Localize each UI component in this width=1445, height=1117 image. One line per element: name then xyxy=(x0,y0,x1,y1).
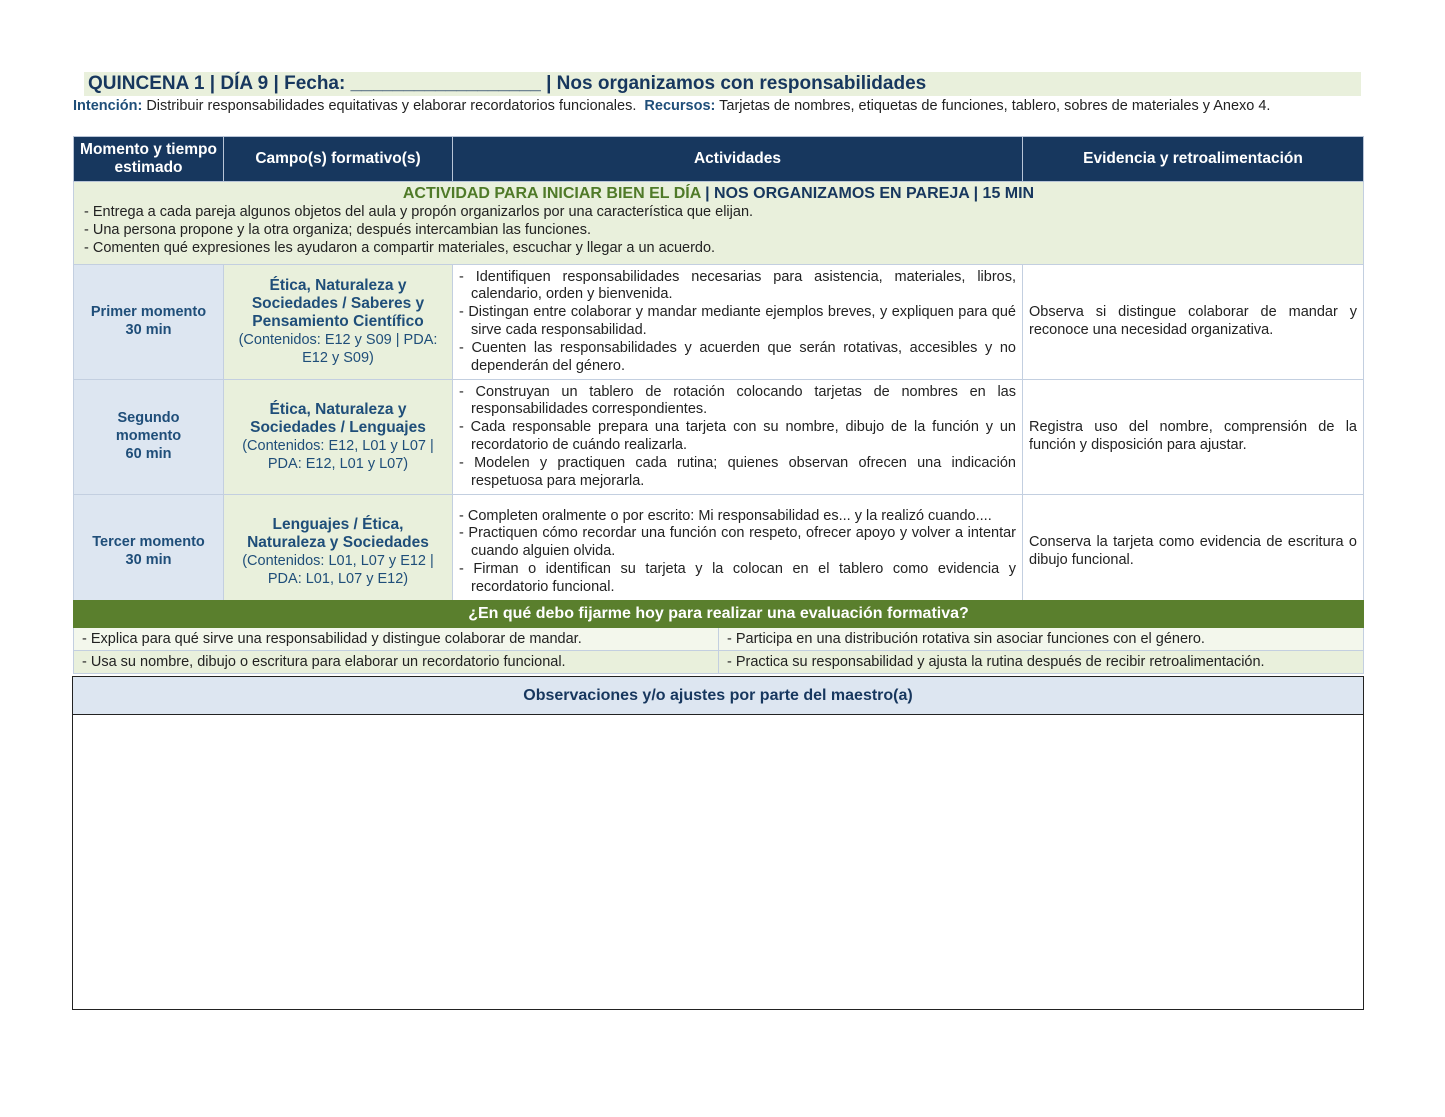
page-title: QUINCENA 1 | DÍA 9 | Fecha: __________________ | Nos organizamos con responsabilidades xyxy=(84,72,1361,96)
activity-item: - Cada responsable prepara una tarjeta con su nombre, dibujo de la función y un recordatorio de cuándo realizarla. xyxy=(459,419,1016,453)
activity-item: - Cuenten las responsabilidades y acuerden que serán rotativas, accesibles y no dependerán del género. xyxy=(459,339,1016,374)
activities-cell xyxy=(453,495,1023,610)
activity-item: - Practiquen cómo recordar una función con respeto, ofrecer apoyo y volver a intentar cuando alguien olvida. xyxy=(459,525,1016,560)
activity-item: - Identifiquen responsabilidades necesarias para asistencia, materiales, libros, calendario, orden y bienvenida. xyxy=(459,268,1016,303)
intencion-label: Intención: xyxy=(73,98,143,114)
formative-evaluation-table xyxy=(73,600,1364,674)
activity-item: - Distingan entre colaborar y mandar mediante ejemplos breves, y expliquen para qué sirve cada responsabilidad. xyxy=(459,304,1016,338)
observations-box[interactable] xyxy=(72,676,1364,1010)
start-title-navy: | NOS ORGANIZAMOS EN PAREJA | 15 MIN xyxy=(700,185,1035,202)
start-item: - Comenten qué expresiones les ayudaron a compartir materiales, escuchar y llegar a un acuerdo. xyxy=(84,239,716,256)
moment-cell xyxy=(74,495,224,610)
evaluation-item: - Practica su responsabilidad y ajusta la rutina después de recibir retroalimentación. xyxy=(719,651,1364,674)
header-evidencia: Evidencia y retroalimentación xyxy=(1023,137,1364,182)
campo-contents: (Contenidos: E12 y S09 | PDA: E12 y S09) xyxy=(238,332,438,366)
moment-label: Primer momento xyxy=(90,304,207,321)
activity-item: - Construyan un tablero de rotación colocando tarjetas de nombres en las responsabilidades correspondientes. xyxy=(459,383,1016,418)
moment-cell xyxy=(74,380,224,495)
campo-cell xyxy=(224,495,453,610)
activities-cell xyxy=(453,380,1023,495)
moment-cell xyxy=(74,265,224,380)
campo-title: Lenguajes / Ética, Naturaleza y Sociedades xyxy=(247,516,429,551)
activities-cell xyxy=(453,265,1023,380)
evidence-cell: Conserva la tarjeta como evidencia de escritura o dibujo funcional. xyxy=(1023,495,1364,610)
evaluation-title: ¿En qué debo fijarme hoy para realizar una evaluación formativa? xyxy=(74,601,1364,628)
intencion-text: Distribuir responsabilidades equitativas y elaborar recordatorios funcionales. xyxy=(146,98,637,114)
start-item: - Entrega a cada pareja algunos objetos del aula y propón organizarlos por una característica que elijan. xyxy=(84,204,754,220)
moment-time: 30 min xyxy=(125,552,172,568)
moment-time: 30 min xyxy=(125,322,172,338)
start-activity-cell xyxy=(74,182,1364,265)
moment-time: 60 min xyxy=(125,445,172,462)
intro-paragraph xyxy=(73,97,1378,115)
evidence-cell: Observa si distingue colaborar de mandar y reconoce una necesidad organizativa. xyxy=(1023,265,1364,380)
campo-title: Ética, Naturaleza y Sociedades / Saberes y Pensamiento Científico xyxy=(251,277,425,330)
evaluation-item: - Explica para qué sirve una responsabilidad y distingue colaborar de mandar. xyxy=(74,628,719,651)
recursos-label: Recursos: xyxy=(644,98,716,114)
header-actividades: Actividades xyxy=(453,137,1023,182)
observations-title: Observaciones y/o ajustes por parte del maestro(a) xyxy=(73,677,1363,715)
campo-cell xyxy=(224,380,453,495)
table-row-segundo-momento xyxy=(74,380,1364,495)
evaluation-item: - Usa su nombre, dibujo o escritura para elaborar un recordatorio funcional. xyxy=(74,651,719,674)
campo-title: Ética, Naturaleza y Sociedades / Lenguajes xyxy=(250,401,426,436)
moment-label: Segundo momento xyxy=(115,410,182,445)
recursos-text: Tarjetas de nombres, etiquetas de funciones, tablero, sobres de materiales y Anexo 4. xyxy=(719,98,1271,114)
planning-table xyxy=(73,136,1364,610)
activity-item: - Modelen y practiquen cada rutina; quienes observan ofrecen una indicación respetuosa para mejorarla. xyxy=(459,454,1016,489)
campo-cell xyxy=(224,265,453,380)
table-header-row xyxy=(74,137,1364,182)
evaluation-row xyxy=(74,628,1364,651)
start-activity-row xyxy=(74,182,1364,265)
campo-contents: (Contenidos: L01, L07 y E12 | PDA: L01, L07 y E12) xyxy=(242,553,434,587)
evidence-cell: Registra uso del nombre, comprensión de la función y disposición para ajustar. xyxy=(1023,380,1364,495)
table-row-tercer-momento xyxy=(74,495,1364,610)
table-row-primer-momento xyxy=(74,265,1364,380)
header-momento: Momento y tiempo estimado xyxy=(74,137,224,182)
campo-contents: (Contenidos: E12, L01 y L07 | PDA: E12, L01 y L07) xyxy=(242,438,434,472)
start-title-green: ACTIVIDAD PARA INICIAR BIEN EL DÍA xyxy=(402,185,701,202)
start-activity-title xyxy=(84,184,1353,204)
evaluation-item: - Participa en una distribución rotativa sin asociar funciones con el género. xyxy=(719,628,1364,651)
header-campo: Campo(s) formativo(s) xyxy=(224,137,453,182)
activity-item: - Firman o identifican su tarjeta y la colocan en el tablero como evidencia y recordatorio funcional. xyxy=(459,560,1016,595)
moment-label: Tercer momento xyxy=(92,534,205,551)
evaluation-row xyxy=(74,651,1364,674)
start-item: - Una persona propone y la otra organiza; después intercambian las funciones. xyxy=(84,221,591,238)
activity-item: - Completen oralmente o por escrito: Mi responsabilidad es... y la realizó cuando.... xyxy=(459,507,992,524)
